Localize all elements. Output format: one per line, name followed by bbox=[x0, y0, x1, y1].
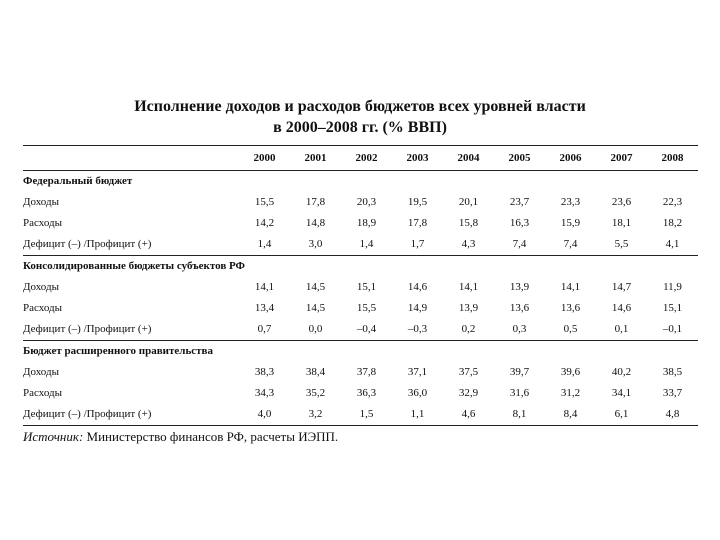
value-cell: 33,7 bbox=[662, 387, 683, 399]
value-cell: 0,7 bbox=[257, 323, 272, 335]
year-header: 2008 bbox=[647, 146, 698, 171]
value-cell: 32,9 bbox=[458, 387, 479, 399]
value-cell: 5,5 bbox=[614, 238, 629, 250]
table-body bbox=[23, 171, 698, 426]
value-cell: 14,5 bbox=[305, 281, 326, 293]
value-cell: –0,1 bbox=[662, 323, 683, 335]
value-cell: 1,7 bbox=[410, 238, 425, 250]
value-cell: 13,9 bbox=[509, 281, 530, 293]
value-cell: 38,4 bbox=[305, 366, 326, 378]
budget-table bbox=[23, 145, 698, 426]
section-title: Бюджет расширенного правительства bbox=[23, 341, 698, 363]
value-cell: –0,3 bbox=[407, 323, 428, 335]
year-header: 2001 bbox=[290, 146, 341, 171]
value-cell: 14,8 bbox=[305, 217, 326, 229]
year-header: 2002 bbox=[341, 146, 392, 171]
value-cell: 34,3 bbox=[254, 387, 275, 399]
source-note bbox=[23, 428, 338, 446]
value-cell: 14,1 bbox=[560, 281, 581, 293]
row-label: Дефицит (–) /Профицит (+) bbox=[23, 323, 152, 335]
value-cell: 1,4 bbox=[359, 238, 374, 250]
value-cell: 4,0 bbox=[239, 404, 290, 426]
title-line-1: Исполнение доходов и расходов бюджетов всех уровней власти bbox=[134, 98, 586, 115]
year-header: 2000 bbox=[239, 146, 290, 171]
value-cell: 37,5 bbox=[458, 366, 479, 378]
row-label: Расходы bbox=[23, 302, 62, 314]
value-cell: 8,1 bbox=[494, 404, 545, 426]
row-label: Расходы bbox=[23, 387, 62, 399]
value-cell: 11,9 bbox=[663, 281, 682, 293]
value-cell: 23,6 bbox=[611, 196, 632, 208]
value-cell: 14,7 bbox=[611, 281, 632, 293]
value-cell: 7,4 bbox=[563, 238, 578, 250]
table-row bbox=[23, 383, 698, 404]
value-cell: 39,7 bbox=[509, 366, 530, 378]
value-cell: 13,6 bbox=[509, 302, 530, 314]
page-title bbox=[0, 96, 720, 138]
value-cell: 31,6 bbox=[509, 387, 530, 399]
value-cell: 14,6 bbox=[611, 302, 632, 314]
section-title: Федеральный бюджет bbox=[23, 175, 133, 187]
section-header-row bbox=[23, 341, 698, 363]
year-header: 2007 bbox=[596, 146, 647, 171]
table-row bbox=[23, 277, 698, 298]
value-cell: 14,1 bbox=[254, 281, 275, 293]
value-cell: 37,1 bbox=[407, 366, 428, 378]
value-cell: 1,1 bbox=[392, 404, 443, 426]
value-cell: 0,3 bbox=[512, 323, 527, 335]
value-cell: 31,2 bbox=[560, 387, 581, 399]
budget-table-container bbox=[23, 145, 695, 426]
section-title: Консолидированные бюджеты субъектов РФ bbox=[23, 256, 698, 278]
value-cell: 15,5 bbox=[356, 302, 377, 314]
value-cell: 0,0 bbox=[308, 323, 323, 335]
value-cell: 39,6 bbox=[560, 366, 581, 378]
section-header-row bbox=[23, 256, 698, 278]
value-cell: 15,8 bbox=[458, 217, 479, 229]
row-label: Расходы bbox=[23, 217, 62, 229]
source-text: Министерство финансов РФ, расчеты ИЭПП. bbox=[83, 429, 339, 444]
value-cell: 18,1 bbox=[611, 217, 632, 229]
value-cell: 14,9 bbox=[407, 302, 428, 314]
value-cell: 15,1 bbox=[356, 281, 377, 293]
value-cell: 14,5 bbox=[305, 302, 326, 314]
value-cell: 15,1 bbox=[662, 302, 683, 314]
table-row bbox=[23, 298, 698, 319]
value-cell: 23,3 bbox=[560, 196, 581, 208]
value-cell: 8,4 bbox=[545, 404, 596, 426]
value-cell: 4,8 bbox=[647, 404, 698, 426]
value-cell: 14,1 bbox=[458, 281, 479, 293]
source-label: Источник: bbox=[23, 429, 84, 444]
value-cell: 17,8 bbox=[407, 217, 428, 229]
table-row bbox=[23, 192, 698, 213]
value-cell: 20,1 bbox=[458, 196, 479, 208]
table-row bbox=[23, 404, 698, 426]
value-cell: 6,1 bbox=[596, 404, 647, 426]
value-cell: 13,6 bbox=[560, 302, 581, 314]
year-header: 2004 bbox=[443, 146, 494, 171]
table-row bbox=[23, 213, 698, 234]
year-header: 2006 bbox=[545, 146, 596, 171]
value-cell: 20,3 bbox=[356, 196, 377, 208]
header-empty-cell bbox=[23, 146, 239, 171]
value-cell: 37,8 bbox=[356, 366, 377, 378]
value-cell: 22,3 bbox=[662, 196, 683, 208]
value-cell: 7,4 bbox=[512, 238, 527, 250]
header-row bbox=[23, 146, 698, 171]
row-label: Доходы bbox=[23, 196, 59, 208]
value-cell: 16,3 bbox=[509, 217, 530, 229]
value-cell: 15,9 bbox=[560, 217, 581, 229]
table-row bbox=[23, 234, 698, 256]
value-cell: 0,1 bbox=[614, 323, 629, 335]
value-cell: 35,2 bbox=[305, 387, 326, 399]
row-label: Доходы bbox=[23, 281, 59, 293]
value-cell: 14,6 bbox=[407, 281, 428, 293]
value-cell: 3,0 bbox=[308, 238, 323, 250]
title-line-2: в 2000–2008 гг. (% ВВП) bbox=[273, 119, 447, 136]
value-cell: 38,5 bbox=[662, 366, 683, 378]
row-label: Доходы bbox=[23, 366, 59, 378]
value-cell: 4,1 bbox=[665, 238, 680, 250]
value-cell: 38,3 bbox=[254, 366, 275, 378]
section-header-row bbox=[23, 171, 698, 193]
year-header: 2005 bbox=[494, 146, 545, 171]
value-cell: 1,5 bbox=[341, 404, 392, 426]
value-cell: –0,4 bbox=[356, 323, 377, 335]
value-cell: 13,9 bbox=[458, 302, 479, 314]
value-cell: 18,2 bbox=[662, 217, 683, 229]
value-cell: 0,2 bbox=[461, 323, 476, 335]
value-cell: 4,6 bbox=[443, 404, 494, 426]
value-cell: 40,2 bbox=[611, 366, 632, 378]
value-cell: 36,0 bbox=[407, 387, 428, 399]
value-cell: 18,9 bbox=[356, 217, 377, 229]
table-row bbox=[23, 362, 698, 383]
value-cell: 15,5 bbox=[254, 196, 275, 208]
row-label: Дефицит (–) /Профицит (+) bbox=[23, 238, 152, 250]
table-row bbox=[23, 319, 698, 341]
value-cell: 14,2 bbox=[254, 217, 275, 229]
value-cell: 4,3 bbox=[461, 238, 476, 250]
value-cell: 13,4 bbox=[254, 302, 275, 314]
value-cell: 19,5 bbox=[407, 196, 428, 208]
value-cell: 3,2 bbox=[290, 404, 341, 426]
value-cell: 17,8 bbox=[305, 196, 326, 208]
row-label: Дефицит (–) /Профицит (+) bbox=[23, 404, 239, 426]
value-cell: 23,7 bbox=[509, 196, 530, 208]
year-header: 2003 bbox=[392, 146, 443, 171]
value-cell: 0,5 bbox=[563, 323, 578, 335]
value-cell: 36,3 bbox=[356, 387, 377, 399]
value-cell: 34,1 bbox=[611, 387, 632, 399]
value-cell: 1,4 bbox=[257, 238, 272, 250]
